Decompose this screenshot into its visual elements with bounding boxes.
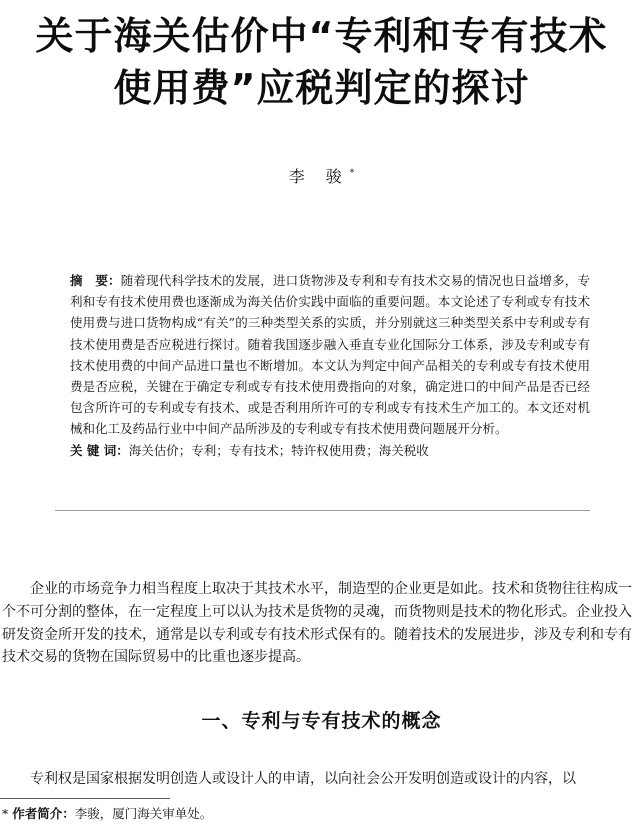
intro-section: [2, 578, 632, 669]
footnote-label: 作者简介：: [12, 806, 75, 821]
title-line-1: 关于海关估价中“专利和专有技术: [35, 14, 608, 58]
author-name: 李 骏: [288, 167, 350, 186]
abstract-paragraph: [70, 270, 590, 440]
footnote-marker: *: [2, 806, 9, 821]
abstract-block: [70, 270, 590, 461]
abstract-label: 摘 要：: [70, 273, 121, 288]
keywords-label: 关 键 词：: [70, 442, 129, 458]
footnote-text: 李骏，厦门海关审单处。: [74, 806, 213, 821]
abstract-divider: [55, 510, 590, 511]
paper-title: [0, 10, 643, 114]
section-1-paragraph: 专利权是国家根据发明创造人或设计人的申请，以向社会公开发明创造或设计的内容，以: [30, 771, 576, 787]
title-line-2: 使用费”应税判定的探讨: [113, 66, 530, 110]
footnote: [2, 805, 212, 823]
intro-paragraph: 企业的市场竞争力相当程度上取决于其技术水平，制造型的企业更是如此。技术和货物往往构成一个不可分割的整体，在一定程度上可以认为技术是货物的灵魂，而货物则是技术的物化形式。企业投入研发资金所开发的技术，通常是以专利或专有技术形式保有的。随着技术的发展进步，涉及专利和专有技术交易的货物在国际贸易中的比重也逐步提高。: [2, 581, 632, 666]
keywords-line: [70, 440, 590, 461]
section-heading-1: 一、专利与专有技术的概念: [201, 710, 442, 732]
abstract-text: 随着现代科学技术的发展，进口货物涉及专利和专有技术交易的情况也日益增多，专利和专有技术使用费也逐渐成为海关估价实践中面临的重要问题。本文论述了专利或专有技术使用费与进口货物构成“有关”的三种类型关系的实质，并分别就这三种类型关系中专利或专有技术使用费是否应税进行探讨。随着我国逐步融入垂直专业化国际分工体系，涉及专利或专有技术使用费的中间产品进口量也不断增加。本文认为判定中间产品相关的专利或专有技术使用费是否应税，关键在于确定专利或专有技术使用费指向的对象，确定进口的中间产品是否已经包含所许可的专利或专有技术、或是否利用所许可的专利或专有技术生产加工的。本文还对机械和化工及药品行业中中间产品所涉及的专利或专有技术使用费问题展开分析。: [70, 273, 590, 437]
footnote-divider: [0, 798, 170, 799]
keywords-text: 海关估价；专利；专有技术；特许权使用费；海关税收: [128, 442, 429, 458]
author: [0, 164, 643, 187]
section-1-body: [2, 768, 632, 790]
author-footnote-marker: *: [349, 168, 355, 179]
